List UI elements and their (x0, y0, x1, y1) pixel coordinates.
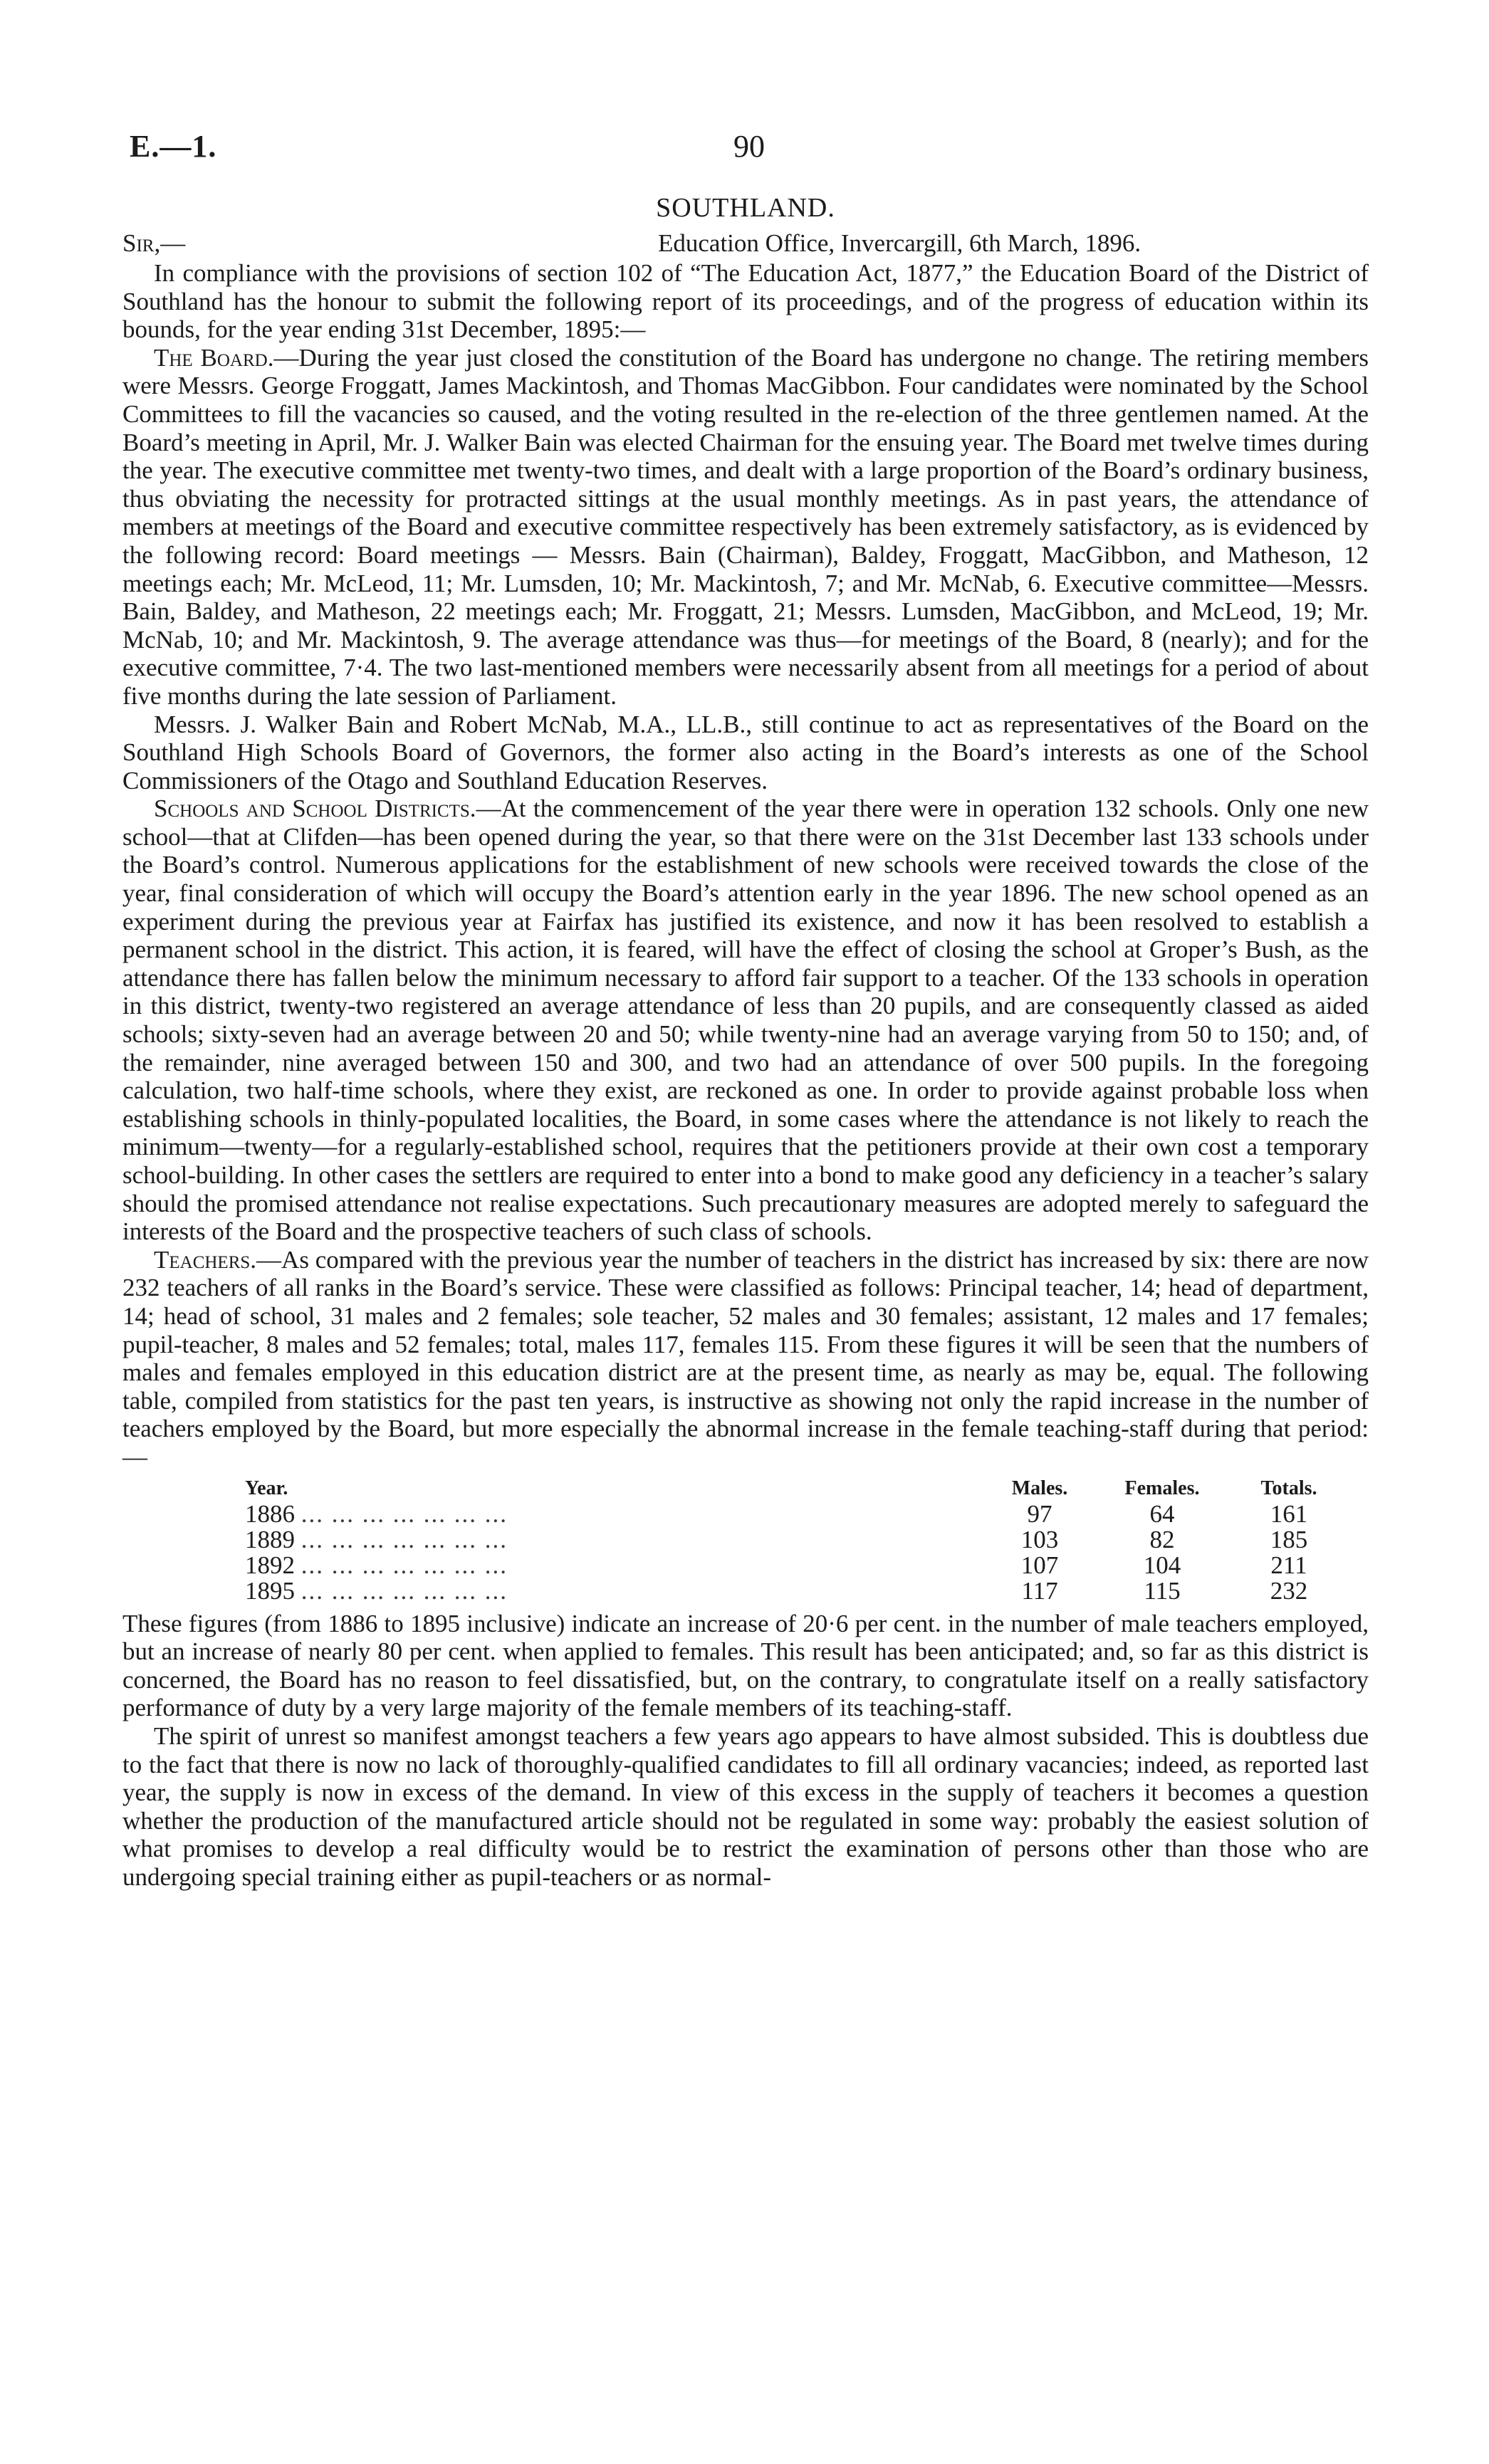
dot-leader: ... ... ... ... ... ... ... (301, 1525, 508, 1553)
column-header-totals: Totals. (1260, 1477, 1317, 1499)
section-heading-board: The Board. (154, 343, 274, 372)
document-reference: E.—1. (130, 129, 217, 164)
females-cell: 64 (1149, 1499, 1175, 1528)
males-cell: 97 (1027, 1499, 1052, 1528)
document-page (122, 128, 1369, 1891)
section-heading-teachers: Teachers. (154, 1245, 257, 1274)
board-text: —During the year just closed the constitution of the Board has undergone no change. The retiring members were Messrs. George Froggatt, James Mackintosh, and Thomas MacGibbon. Four candidates were nominated by the School Committees to fill the vacancies so caused, and the voting resulted in the re-election of the three gentlemen named. At the Board’s meeting in April, Mr. J. Walker Bain was elected Chairman for the ensuing year. The Board met twelve times during the year. The executive committee met twenty-two times, and dealt with a large proportion of the Board’s ordinary business, thus obviating the necessity for protracted sittings at the usual monthly meetings. As in past years, the attendance of members at meetings of the Board and executive committee respectively has been extremely satisfactory, as is evidenced by the following record: Board meetings — Messrs. Bain (Chairman), Baldey, Froggatt, MacGibbon, and Matheson, 12 meetings each; Mr. McLeod, 11; Mr. Lumsden, 10; Mr. Mackintosh, 7; and Mr. McNab, 6. Executive committee—Messrs. Bain, Baldey, and Matheson, 22 meetings each; Mr. Froggatt, 21; Messrs. Lumsden, MacGibbon, and McLeod, 19; Mr. McNab, 10; and Mr. Mackintosh, 9. The average attendance was thus—for meetings of the Board, 8 (nearly); and for the executive committee, 7·4. The two last-mentioned members were necessarily absent from all meetings for a period of about five months during the late session of Parliament. (122, 343, 1369, 710)
year-value: 1895 (245, 1576, 295, 1605)
totals-cell: 211 (1270, 1551, 1307, 1579)
totals-cell: 185 (1270, 1525, 1308, 1553)
section-heading-schools: Schools and School Districts. (154, 795, 476, 823)
table-row (122, 1527, 1346, 1553)
females-cell: 82 (1149, 1525, 1175, 1553)
column-header-females: Females. (1124, 1477, 1200, 1499)
dot-leader: ... ... ... ... ... ... ... (301, 1551, 508, 1579)
table-row (122, 1578, 1346, 1604)
report-title: SOUTHLAND. (656, 193, 835, 223)
males-cell: 107 (1020, 1551, 1059, 1579)
figures-paragraph: These figures (from 1886 to 1895 inclusive) indicate an increase of 20·6 per cent. in the number of male teachers employed, but an increase of nearly 80 per cent. when applied to females. This result has been anticipated; and, so far as this district is concerned, the Board has no reason to feel dissatisfied, but, on the contrary, to congratulate itself on a really satisfactory performance of duty by a very large majority of the female members of its teaching-staff. (122, 1609, 1369, 1722)
totals-cell: 232 (1270, 1576, 1308, 1605)
schools-paragraph (122, 795, 1369, 1246)
board-paragraph (122, 344, 1369, 711)
year-value: 1889 (245, 1525, 295, 1553)
column-header-males: Males. (1011, 1477, 1068, 1499)
place-date: Education Office, Invercargill, 6th March, 1896. (658, 229, 1141, 257)
board-representatives-paragraph: Messrs. J. Walker Bain and Robert McNab, M.A., LL.B., still continue to act as representatives of the Board on the Southland High Schools Board of Governors, the former also acting in the Board’s interests as one of the School Commissioners of the Otago and Southland Education Reserves. (122, 710, 1369, 795)
females-cell: 104 (1143, 1551, 1181, 1579)
page-header (122, 128, 1369, 178)
table-header-row (122, 1476, 1346, 1501)
teachers-table (122, 1476, 1346, 1604)
salutation: Sir,— (122, 229, 186, 257)
year-cell (122, 1553, 987, 1578)
totals-cell: 161 (1270, 1499, 1308, 1528)
males-cell: 117 (1021, 1576, 1058, 1605)
schools-text: —At the commencement of the year there were in operation 132 schools. Only one new school—that at Clifden—has been opened during the year, so that there were on the 31st December last 133 schools under the Board’s control. Numerous applications for the establishment of new schools were received towards the close of the year, final consideration of which will occupy the Board’s attention early in the year 1896. The new school opened as an experiment during the previous year at Fairfax has justified its existence, and now it has been resolved to establish a permanent school in the district. This action, it is feared, will have the effect of closing the school at Groper’s Bush, as the attendance there has fallen below the minimum necessary to afford fair support to a teacher. Of the 133 schools in operation in this district, twenty-two registered an average attendance of less than 20 pupils, and are consequently classed as aided schools; sixty-seven had an average between 20 and 50; while twenty-nine had an average varying from 50 to 150; and, of the remainder, nine averaged between 150 and 300, and two had an attendance of over 500 pupils. In the foregoing calculation, two half-time schools, where they exist, are reckoned as one. In order to provide against probable loss when establishing schools in thinly-populated localities, the Board, in some cases where the attendance is not likely to reach the minimum—twenty—for a regularly-established school, requires that the petitioners provide at their own cost a temporary school-building. In other cases the settlers are required to enter into a bond to make good any deficiency in a teacher’s salary should the promised attendance not realise expectations. Such precautionary measures are adopted merely to safeguard the interests of the Board and the prospective teachers of such class of schools. (122, 795, 1369, 1246)
table-row (122, 1553, 1346, 1578)
year-cell (122, 1527, 987, 1553)
males-cell: 103 (1020, 1525, 1059, 1553)
table-row (122, 1501, 1346, 1527)
dot-leader: ... ... ... ... ... ... ... (301, 1576, 508, 1605)
page-number: 90 (733, 129, 765, 164)
column-header-year: Year. (245, 1477, 288, 1499)
teachers-paragraph (122, 1246, 1369, 1472)
salutation-line (122, 228, 1369, 259)
dot-leader: ... ... ... ... ... ... ... (301, 1499, 508, 1528)
intro-paragraph: In compliance with the provisions of section 102 of “The Education Act, 1877,” the Education Board of the District of Southland has the honour to submit the following report of its proceedings, and of the progress of education within its bounds, for the year ending 31st December, 1895:— (122, 259, 1369, 344)
year-value: 1886 (245, 1499, 295, 1528)
year-cell (122, 1578, 987, 1604)
teachers-text: —As compared with the previous year the number of teachers in the district has increased by six: there are now 232 teachers of all ranks in the Board’s service. These were classified as follows: Principal teacher, 14; head of department, 14; head of school, 31 males and 2 females; sole teacher, 52 males and 30 females; assistant, 12 males and 17 females; pupil-teacher, 8 males and 52 females; total, males 117, females 115. From these figures it will be seen that the numbers of males and females employed in this education district are at the present time, as nearly as may be, equal. The following table, compiled from statistics for the past ten years, is instructive as showing not only the rapid increase in the number of teachers employed by the Board, but more especially the abnormal increase in the female teaching-staff during that period:— (122, 1245, 1369, 1471)
year-value: 1892 (245, 1551, 295, 1579)
year-cell (122, 1501, 987, 1527)
unrest-paragraph: The spirit of unrest so manifest amongst teachers a few years ago appears to have almost subsided. This is doubtless due to the fact that there is now no lack of thoroughly-qualified candidates to fill all ordinary vacancies; indeed, as reported last year, the supply is now in excess of the demand. In view of this excess in the supply of teachers it becomes a question whether the production of the manufactured article should not be regulated in some way: probably the easiest solution of what promises to develop a real difficulty would be to restrict the examination of persons other than those who are undergoing special training either as pupil-teachers or as normal- (122, 1721, 1369, 1891)
females-cell: 115 (1144, 1576, 1181, 1605)
